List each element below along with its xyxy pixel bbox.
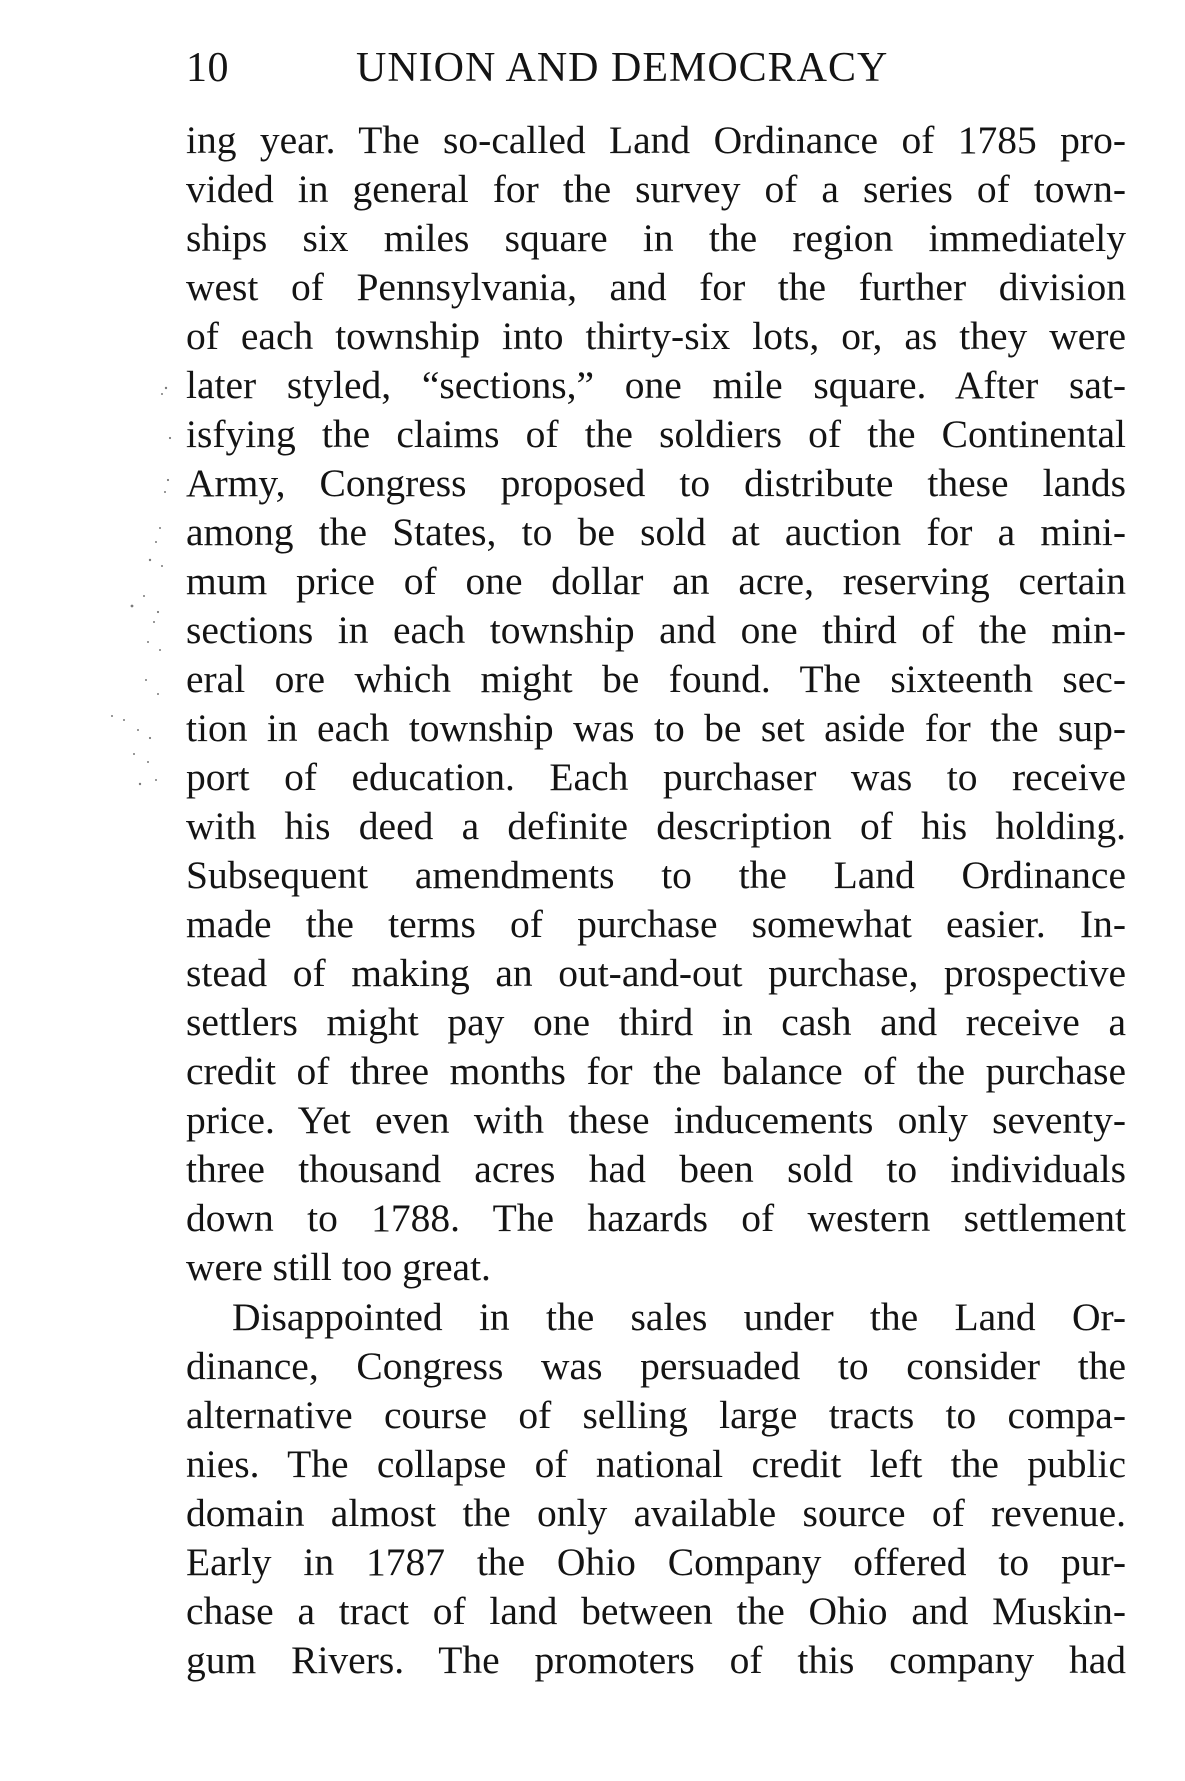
text-line: tion in each township was to be set aside for the sup-: [186, 706, 1126, 750]
paragraph-1: [186, 116, 1126, 1292]
text-line: vided in general for the survey of a series of town-: [186, 167, 1126, 211]
text-line: gum Rivers. The promoters of this company had: [186, 1638, 1126, 1682]
text-line: alternative course of selling large tracts to compa-: [186, 1393, 1126, 1437]
text-line: Early in 1787 the Ohio Company offered to pur-: [186, 1540, 1126, 1584]
text-line: with his deed a definite description of his holding.: [186, 804, 1126, 848]
running-head: [186, 38, 1131, 98]
text-line: ships six miles square in the region immediately: [186, 216, 1126, 260]
text-line: stead of making an out-and-out purchase, prospective: [186, 951, 1126, 995]
text-line: were still too great.: [186, 1245, 491, 1289]
text-line: Subsequent amendments to the Land Ordinance: [186, 853, 1126, 897]
text-line: credit of three months for the balance of the purchase: [186, 1049, 1126, 1093]
page-number: 10: [186, 45, 229, 91]
text-line: later styled, “sections,” one mile square. After sat-: [186, 363, 1126, 407]
text-line: port of education. Each purchaser was to receive: [186, 755, 1126, 799]
running-title: UNION AND DEMOCRACY: [356, 45, 889, 91]
text-line: made the terms of purchase somewhat easier. In-: [186, 902, 1126, 946]
text-line: of each township into thirty-six lots, or, as they were: [186, 314, 1126, 358]
text-line: three thousand acres had been sold to individuals: [186, 1147, 1126, 1191]
text-line: nies. The collapse of national credit left the public: [186, 1442, 1126, 1486]
text-line: domain almost the only available source of revenue.: [186, 1491, 1126, 1535]
text-line: eral ore which might be found. The sixteenth sec-: [186, 657, 1126, 701]
text-line: down to 1788. The hazards of western settlement: [186, 1196, 1126, 1240]
body-text: [186, 116, 1126, 1685]
text-line: among the States, to be sold at auction for a mini-: [186, 510, 1126, 554]
paragraph-2: [186, 1293, 1126, 1685]
text-line: chase a tract of land between the Ohio and Muskin-: [186, 1589, 1126, 1633]
text-line: ing year. The so-called Land Ordinance of 1785 pro-: [186, 118, 1126, 162]
text-line: sections in each township and one third of the min-: [186, 608, 1126, 652]
text-line: mum price of one dollar an acre, reserving certain: [186, 559, 1126, 603]
text-line: Disappointed in the sales under the Land Or-: [232, 1295, 1126, 1339]
text-line: Army, Congress proposed to distribute these lands: [186, 461, 1126, 505]
text-line: dinance, Congress was persuaded to consider the: [186, 1344, 1126, 1388]
text-line: price. Yet even with these inducements only seventy-: [186, 1098, 1126, 1142]
margin-specks: [110, 380, 190, 960]
text-line: west of Pennsylvania, and for the further division: [186, 265, 1126, 309]
text-line: isfying the claims of the soldiers of the Continental: [186, 412, 1126, 456]
text-line: settlers might pay one third in cash and receive a: [186, 1000, 1126, 1044]
